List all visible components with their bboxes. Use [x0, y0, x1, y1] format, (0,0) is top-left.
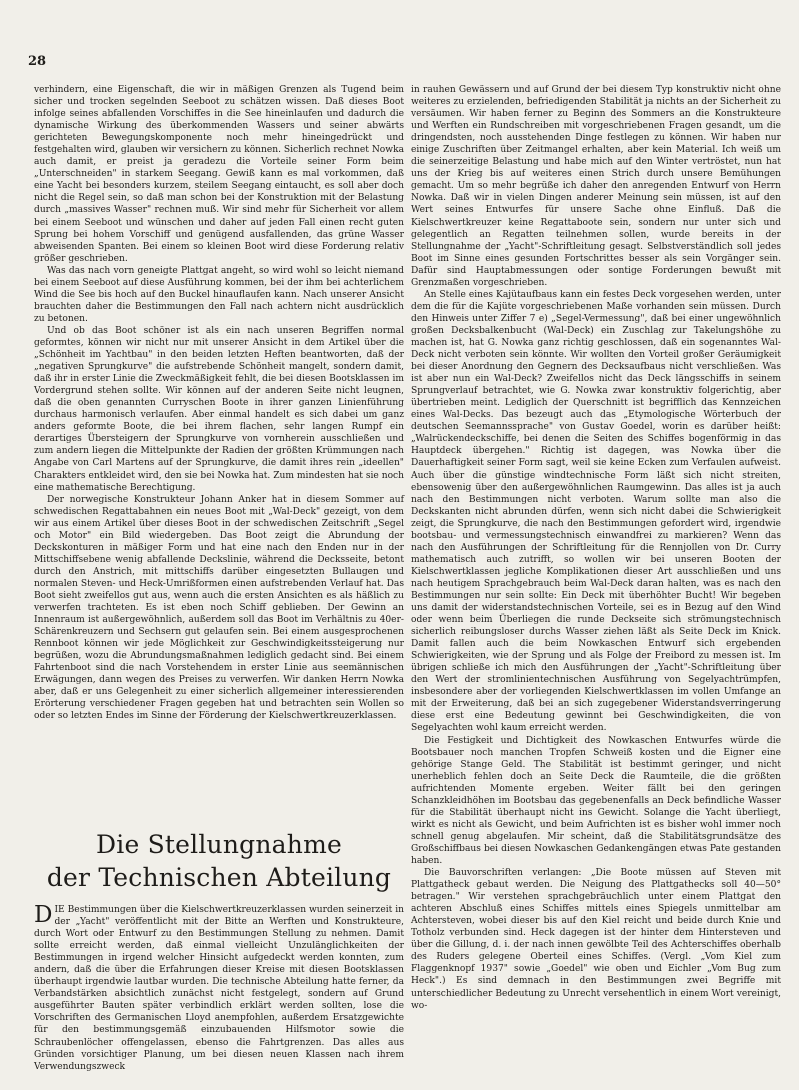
paragraph: verhindern, eine Eigenschaft, die wir in mäßigen Grenzen als Tugend beim sicher und trocken segelnden Seeboot zu schätzen wissen. Daß dieses Boot infolge seines abfallenden Vorschiffes in die See hineinlaufen und dadurch die dynamische Wirkung des überkommenden Wassers und seiner abwärts gerichteten Bewegungskomponente noch mehr hineingedrückt und festgehalten wird, glauben wir versichern zu können. Sicherlich rechnet Nowka auch damit, er preist ja geradezu die Vorteile seiner Form beim „Unterschneiden" in starkem Seegang. Gewiß kann es mal vorkommen, daß eine Yacht bei besonders kurzem, steilem Seegang eintaucht, es soll aber doch nicht die Regel sein, so daß man schon bei der Konstruktion mit der Belastung durch „massives Wasser" rechnen muß. Wir sind mehr für Sicherheit vor allem bei einem Seeboot und wünschen und daher auf jeden Fall einen recht guten Sprung bei hohem Vorschiff und genügend ausfallenden, das grüne Wasser abweisenden Spanten. Bei einem so kleinen Boot wird diese Forderung relativ größer geschrieben. — [34, 85, 404, 264]
paragraph-text: IE Bestimmungen über die Kielschwertkreuzerklassen wurden seinerzeit in der „Yacht" veröffentlicht mit der Bitte an Werften und Konstrukteure, durch Wort oder Entwurf zu den Bestimmungen Stellung zu nehmen. Damit sollte erreicht werden, daß einmal vielleicht Unzulänglichkeiten der Bestimmungen in irgend welcher Hinsicht aufgedeckt werden konnten, zum andern, daß die über die Erfahrungen dieser Kreise mit diesen Bootsklassen überhaupt irgendwie lautbar wurden. Die technische Abteilung hatte ferner, da Verbandstärken absichtlich zunächst nicht festgelegt, sondern auf Grund ausgeführter Bauten später verbindlich erklärt werden sollten, lose die Vorschriften des Germanischen Lloyd anempfohlen, außerdem Ersatzgewichte für den bestimmungsgemäß einzubauenden Hilfsmotor sowie die Schraubenlöcher offengelassen, ebenso die Fahrtgrenzen. Das alles aus Gründen vorsichtiger Planung, um bei diesen neuen Klassen nach ihrem Verwendungszweck — [34, 905, 404, 1072]
paragraph: An Stelle eines Kajütaufbaus kann ein festes Deck vorgesehen werden, unter dem die für die Kajüte vorgeschriebenen Maße vorhanden sein müssen. Durch den Hinweis unter Ziffer 7 e) „Segel-Vermessung", daß bei einer ungewöhnlich großen Decksbalkenbucht (Wal-Deck) ein Zuschlag zur Takelungshöhe zu machen ist, hat G. Nowka ganz richtig geschlossen, daß ein sogenanntes Wal-Deck nicht verboten sein könnte. Wir wollten den Vorteil großer Geräumigkeit bei dieser Anordnung den Gegnern des Decksaufbaus nicht verschließen. Was ist aber nun ein Wal-Deck? Zweifellos nicht das Deck längsschiffs in seinem Sprungverlauf betrachtet, wie G. Nowka zwar konstruktiv folgerichtig, aber übertrieben meint. Lediglich der Querschnitt ist begrifflich das Kennzeichen eines Wal-Decks. Das bezeugt auch das „Etymologische Wörterbuch der deutschen Seemannssprache" von Gustav Goedel, worin es darüber heißt: „Walrückendeckschiffe, bei denen die Seiten des Schiffes bogenförmig in das Hauptdeck übergehen." Richtig ist dagegen, was Nowka über die Dauerhaftigkeit seiner Form sagt, weil sie keine Ecken zum Verfaulen aufweist. Auch über die günstige windtechnische Form läßt sich nicht streiten, ebensowenig über den außergewöhnlichen Raumgewinn. Das alles ist ja auch nach den Bestimmungen nicht verboten. Warum sollte man also die Deckskanten nicht abrunden dürfen, wenn sich nicht dabei die Schwierigkeit zeigt, die Sprungkurve, die nach den Bestimmungen gefordert wird, irgendwie bootsbau- und vermessungstechnisch einwandfrei zu markieren? Wenn das nach den Ausführungen der Schriftleitung für die Rennjollen von Dr. Curry mathematisch auch zutrifft, so wollen wir bei unseren Booten der Kielschwertklassen jegliche Komplikationen dieser Art ausschließen und uns nach heutigem Sprachgebrauch beim Wal-Deck daran halten, was es nach den Bestimmungen nur sein sollte: Ein Deck mit überhöhter Bucht! Wir begeben uns damit der widerstandstechnischen Vorteile, sei es in Bezug auf den Wind oder wenn beim Überliegen die runde Deckseite sich strömungstechnisch sicherlich reibungsloser durchs Wasser ziehen läßt als Seite Deck im Knick. Damit fallen auch die beim Nowkaschen Entwurf sich ergebenden Schwierigkeiten, wie der Sprung und als Folge der Freibord zu messen ist. Im übrigen schließe ich mich den Ausführungen der „Yacht"-Schriftleitung über den Wert der stromlinientechnischen Ausführung von Segelyachtrümpfen, insbesondere aber der vorliegenden Kielschwertklassen im vollen Umfange an mit der Erweiterung, daß bei an sich zugegebener Widerstandsverringerung diese erst eine Bedeutung gewinnt bei Geschwindigkeiten, die von Segelyachten wohl kaum erreicht werden. — [411, 289, 781, 734]
paragraph: Und ob das Boot schöner ist als ein nach unseren Begriffen normal geformtes, können wir nicht nur mit unserer Ansicht in dem Artikel über die „Schönheit im Yachtbau" in den beiden letzten Heften beantworten, daß der „negativen Sprungkurve" die aufstrebende Schönheit mangelt, sondern damit, daß ihr in erster Linie die Zweckmäßigkeit fehlt, die bei diesen Bootsklassen im Vordergrund stehen sollte. Wir können auf der anderen Seite nicht leugnen, daß die oben genannten Curryschen Boote in ihrer ganzen Linienführung durchaus harmonisch verlaufen. Aber einmal handelt es sich dabei um ganz anders geformte Boote, die bei ihrem flachen, sehr langen Rumpf ein derartiges Übersteigern der Sprungkurve von vornherein ausschließen und zum andern liegen die Mittelpunkte der Radien der größten Krümmungen nach Angabe von Carl Martens auf der Sprungkurve, die damit ihres rein „ideellen" Charakters entkleidet wird, den sie bei Nowka hat. Zum mindesten hat sie noch eine mathematische Berechtigung. — [34, 325, 404, 493]
paragraph: Was das nach vorn geneigte Plattgat angeht, so wird wohl so leicht niemand bei einem Seeboot auf diese Ausführung kommen, bei der ihm bei achterlichem Wind die See bis hoch auf den Buckel hinauflaufen kann. Nach unserer Ansicht brauchten daher die Bestimmungen den Fall nach achtern nicht ausdrücklich zu betonen. — [34, 265, 404, 324]
paragraph: Die Bauvorschriften verlangen: „Die Boote müssen auf Steven mit Plattgatheck gebaut werden. Die Neigung des Plattgathecks soll 40—50° betragen." Wir verstehen sprachgebräuchlich unter einem Plattgat den achteren Abschluß eines Schiffes mittels eines Spiegels unmittelbar am Achtersteven, wobei dieser bis auf den Kiel reicht und beide durch Knie und Totholz verbunden sind. Heck dagegen ist der hinter dem Hintersteven und über die Gillung, d. i. der nach innen gewölbte Teil des Achterschiffes oberhalb des Ruders gelegene Oberteil eines Schiffes. (Vergl. „Vom Kiel zum Flaggenknopf 1937" sowie „Goedel" wie oben und Eichler „Vom Bug zum Heck".) Es sind demnach in den Bestimmungen zwei Begriffe mit unterschiedlicher Bedeutung zu Unrecht versehentlich in einem Wort vereinigt, wo- — [411, 868, 781, 1011]
left-column — [34, 84, 404, 722]
page-number: 28 — [28, 54, 47, 69]
section-heading — [34, 828, 404, 894]
paragraph: in rauhen Gewässern und auf Grund der bei diesem Typ konstruktiv nicht ohne weiteres zu erzielenden, befriedigenden Stabilität ja nichts an der Sicherheit zu versäumen. Wir haben ferner zu Beginn des Sommers an die Konstrukteure und Werften ein Rundschreiben mit vorgeschriebenen Fragen gesandt, um die dringendsten, noch ausstehenden Dinge festlegen zu können. Wir haben nur einige Zuschriften über Zeitmangel erhalten, aber kein Material. Ich weiß um die seinerzeitige Belastung und habe mich auf den Winter vertröstet, nun hat uns der Krieg bis auf weiteres einen Strich durch unsere Bemühungen gemacht. Um so mehr begrüße ich daher den anregenden Entwurf von Herrn Nowka. Daß wir in vielen Dingen anderer Meinung sein müssen, ist auf den Wert seines Entwurfes für unsere Sache ohne Einfluß. Daß die Kielschwertkreuzer keine Regattaboote sein, sondern nur unter sich und gelegentlich an Regatten teilnehmen sollen, wurde bereits in der Stellungnahme der „Yacht"-Schriftleitung gesagt. Selbstverständlich soll jedes Boot im Sinne eines gesunden Fortschrittes besser als sein Vorgänger sein. Dafür sind Hauptabmessungen oder sontige Forderungen bewußt mit Grenzmaßen vorgeschrieben. — [411, 85, 781, 288]
heading-line-1: Die Stellungnahme — [96, 830, 342, 859]
drop-cap: D — [34, 902, 53, 928]
paragraph: Der norwegische Konstrukteur Johann Anker hat in diesem Sommer auf schwedischen Regattabahnen ein neues Boot mit „Wal-Deck" gezeigt, von dem wir aus einem Artikel über dieses Boot in der schwedischen Zeitschrift „Segel och Motor" ein Bild wiedergeben. Das Boot zeigt die Abrundung der Deckskonturen in mäßiger Form und hat eine nach den Enden nur in der Mittschiffsebene wenig abfallende Deckslinie, während die Decksseite, betont durch den Anstrich, mit mittschiffs darüber eingesetzten Bullaugen und normalen Steven- und Heck-Umrißformen einen aufstrebenden Verlauf hat. Das Boot sieht zweifellos gut aus, wenn auch die ersten Ansichten es als häßlich zu verwerfen trachteten. Es ist eben noch Schiff geblieben. Der Gewinn an Innenraum ist außergewöhnlich, außerdem soll das Boot im Verhältnis zu 40er-Schärenkreuzern und Sechsern gut gelaufen sein. Bei einem ausgesprochenen Rennboot können wir jede Möglichkeit zur Geschwindigkeitssteigerung nur begrüßen, wozu die Abrundungsmaßnahmen lediglich gedacht sind. Bei einem Fahrtenboot sind die nach Vorstehendem in erster Linie aus seemännischen Erwägungen, dann wegen des Preises zu verwerfen. Wir danken Herrn Nowka aber, daß er uns Gelegenheit zu einer sicherlich allgemeiner interessierenden Erörterung verschiedener Fragen gegeben hat und betrachten sein Wollen so oder so letzten Endes im Sinne der Förderung der Kielschwertkreuzerklassen. — [34, 494, 404, 722]
left-bottom-column — [34, 904, 404, 1073]
right-column — [411, 84, 781, 1012]
heading-line-2: der Technischen Abteilung — [46, 863, 392, 892]
paragraph: Die Festigkeit und Dichtigkeit des Nowkaschen Entwurfes würde die Bootsbauer noch manchen Tropfen Schweiß kosten und die Eigner eine gehörige Stange Geld. The Stabilität ist bestimmt geringer, und nicht unerheblich fehlen doch an Seite Deck die Raumteile, die die größten aufrichtenden Momente ergeben. Weiter fällt bei den geringen Schanzkleidhöhen im Bootsbau das gegebenenfalls an Deck befindliche Wasser für die Stabilität überhaupt nicht ins Gewicht. Solange die Yacht überliegt, wirkt es nicht als Gewicht, und beim Aufrichten ist es bisher wohl immer noch schnell genug abgelaufen. Mir scheint, daß die Stabilitätsgrundsätze des Großschiffbaus bei diesen Nowkaschen Gedankengängen etwas Pate gestanden haben. — [411, 735, 781, 866]
paragraph — [34, 904, 404, 1073]
